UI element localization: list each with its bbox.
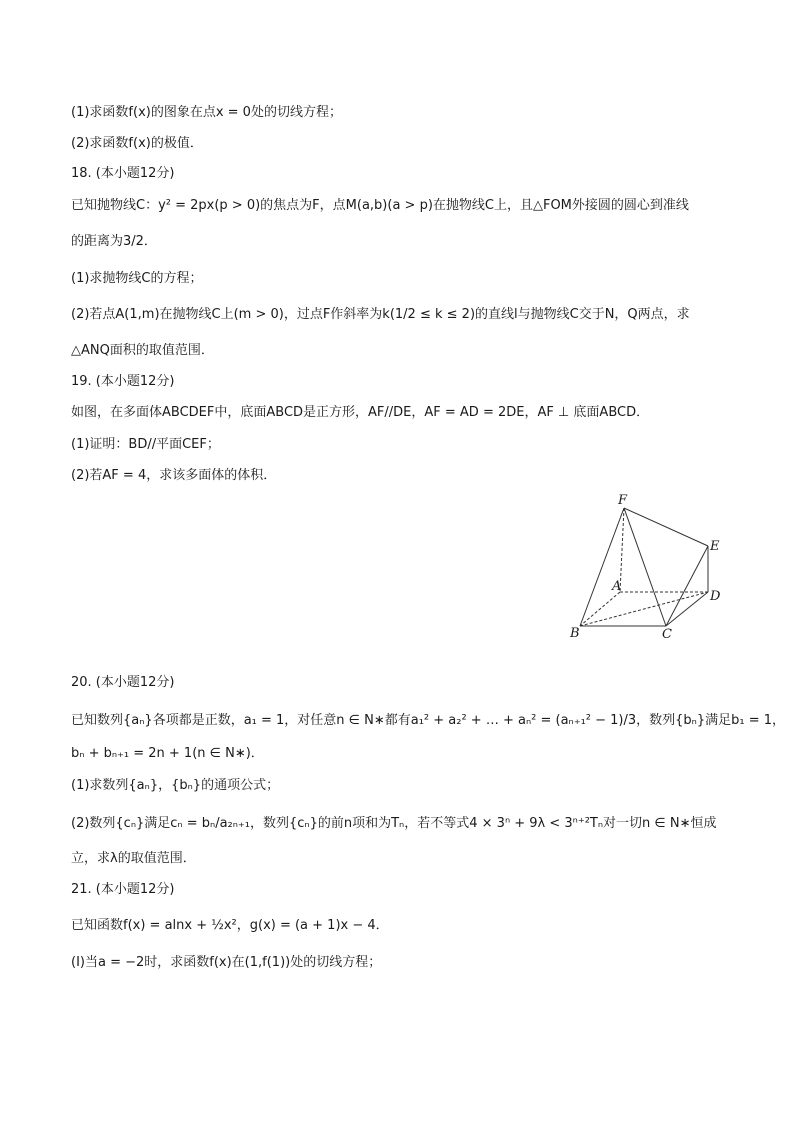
q20-part2-line2: 立，求λ的取值范围． (71, 851, 196, 866)
edge-FE (624, 508, 708, 546)
q18-heading: 18. (本小题12分) (71, 166, 175, 181)
q19-part2: (2)若AF = 4，求该多面体的体积． (71, 468, 277, 483)
q21-heading: 21. (本小题12分) (71, 882, 175, 897)
vertex-label-F: F (618, 493, 628, 508)
edge-BD (580, 592, 708, 626)
edge-FB (580, 508, 624, 626)
vertex-label-C: C (662, 627, 672, 642)
vertex-label-A: A (612, 579, 622, 594)
q20-part2-line1: (2)数列{cₙ}满足cₙ = bₙ/a₂ₙ₊₁，数列{cₙ}的前n项和为Tₙ，若不等式4 × 3ⁿ + 9λ < 3ⁿ⁺²Tₙ对一切n ∈ N∗恒成 (71, 816, 717, 831)
q17-part1: (1)求函数f(x)的图象在点x = 0处的切线方程； (71, 105, 342, 120)
vertex-label-E: E (710, 539, 720, 554)
polyhedron-figure (566, 488, 736, 648)
q21-part1: (Ⅰ)当a = −2时，求函数f(x)在(1,f(1))处的切线方程； (71, 955, 382, 970)
q19-stem: 如图，在多面体ABCDEF中，底面ABCD是正方形，AF//DE，AF = AD = 2DE，AF ⊥ 底面ABCD． (71, 405, 650, 420)
edge-EC (666, 546, 708, 626)
q18-part2-line2: △ANQ面积的取值范围． (71, 343, 214, 358)
q18-part1: (1)求抛物线C的方程； (71, 271, 203, 286)
q20-stem-line1: 已知数列{aₙ}各项都是正数，a₁ = 1，对任意n ∈ N∗都有a₁² + a₂² + … + aₙ² = (aₙ₊₁² − 1)/3，数列{bₙ}满足b₁ = 1， (71, 713, 786, 728)
q20-part1: (1)求数列{aₙ}，{bₙ}的通项公式； (71, 778, 280, 793)
q21-stem: 已知函数f(x) = alnx + ½x²，g(x) = (a + 1)x − 4． (71, 918, 389, 933)
vertex-label-B: B (570, 626, 580, 641)
q19-part1: (1)证明：BD//平面CEF； (71, 437, 220, 452)
q17-part2: (2)求函数f(x)的极值． (71, 136, 203, 151)
q19-heading: 19. (本小题12分) (71, 374, 175, 389)
q18-stem-line1: 已知抛物线C：y² = 2px(p > 0)的焦点为F，点M(a,b)(a > p)在抛物线C上，且△FOM外接圆的圆心到准线 (71, 198, 689, 213)
q20-stem-line2: bₙ + bₙ₊₁ = 2n + 1(n ∈ N∗)． (71, 746, 264, 761)
q18-stem-line2: 的距离为3/2． (71, 234, 157, 249)
polyhedron-diagram (566, 488, 736, 648)
q20-heading: 20. (本小题12分) (71, 675, 175, 690)
vertex-label-D: D (710, 589, 721, 604)
q18-part2-line1: (2)若点A(1,m)在抛物线C上(m > 0)，过点F作斜率为k(1/2 ≤ k ≤ 2)的直线l与抛物线C交于N，Q两点，求 (71, 307, 690, 322)
